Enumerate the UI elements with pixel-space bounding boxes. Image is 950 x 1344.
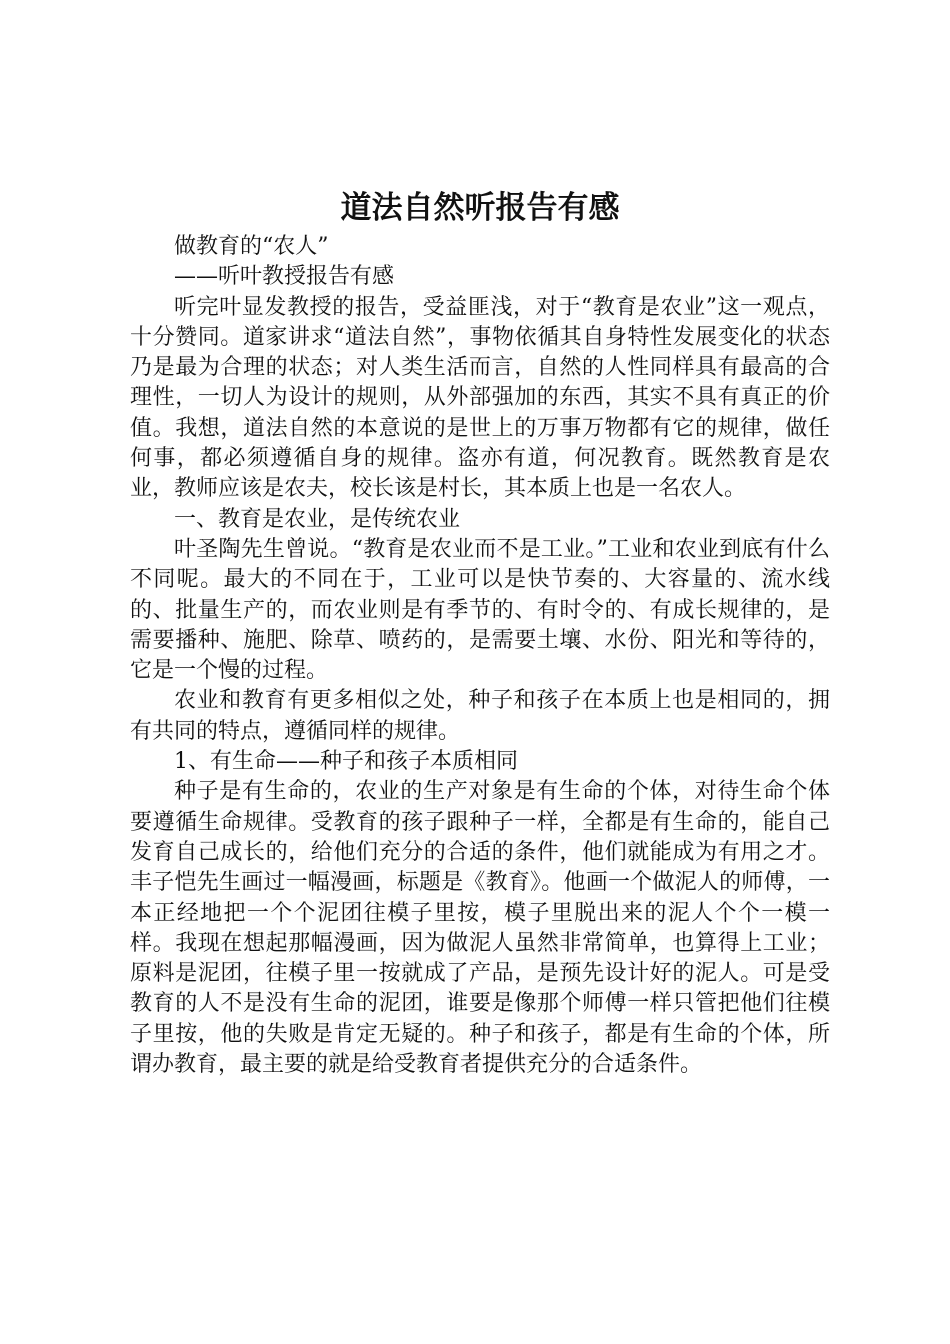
subsection-heading-1: 1、有生命——种子和孩子本质相同 [174, 749, 518, 775]
body-paragraph: 种子是有生命的，农业的生产对象是有生命的个体，对待生命个体要遵循生命规律。受教育的孩子跟种子一样，全都是有生命的，能自己发育自己成长的，给他们充分的合适的条件，他们就能成为有用之才。丰子恺先生画过一幅漫画，标题是《教育》。他画一个做泥人的师傅，一本正经地把一个个泥团往模子里按，模子里脱出来的泥人个个一模一样。我现在想起那幅漫画，因为做泥人虽然非常简单，也算得上工业；原料是泥团，往模子里一按就成了产品，是预先设计好的泥人。可是受教育的人不是没有生命的泥团，谁要是像那个师傅一样只管把他们往模子里按，他的失败是肯定无疑的。种子和孩子，都是有生命的个体，所谓办教育，最主要的就是给受教育者提供充分的合适条件。 [130, 779, 830, 1078]
document-page [130, 186, 830, 1080]
intro-paragraph: 听完叶显发教授的报告，受益匪浅，对于“教育是农业”这一观点，十分赞同。道家讲求“道法自然”，事物依循其自身特性发展变化的状态乃是最为合理的状态；对人类生活而言，自然的人性同样具有最高的合理性，一切人为设计的规则，从外部强加的东西，其实不具有真正的价值。我想，道法自然的本意说的是世上的万事万物都有它的规律，做任何事，都必须遵循自身的规律。盗亦有道，何况教育。既然教育是农业，教师应该是农夫，校长该是村长，其本质上也是一名农人。 [130, 294, 830, 502]
subtitle-byline: ——听叶教授报告有感 [174, 264, 395, 290]
body-paragraph: 叶圣陶先生曾说。“教育是农业而不是工业。”工业和农业到底有什么不同呢。最大的不同在于，工业可以是快节奏的、大容量的、流水线的、批量生产的，而农业则是有季节的、有时令的、有成长规律的，是需要播种、施肥、除草、喷药的，是需要土壤、水份、阳光和等待的，它是一个慢的过程。 [130, 536, 830, 684]
body-paragraph: 农业和教育有更多相似之处，种子和孩子在本质上也是相同的，拥有共同的特点，遵循同样的规律。 [130, 688, 830, 744]
section-heading-1: 一、教育是农业，是传统农业 [174, 506, 461, 532]
subtitle-line: 做教育的“农人” [174, 234, 329, 259]
document-title: 道法自然听报告有感 [340, 190, 620, 226]
